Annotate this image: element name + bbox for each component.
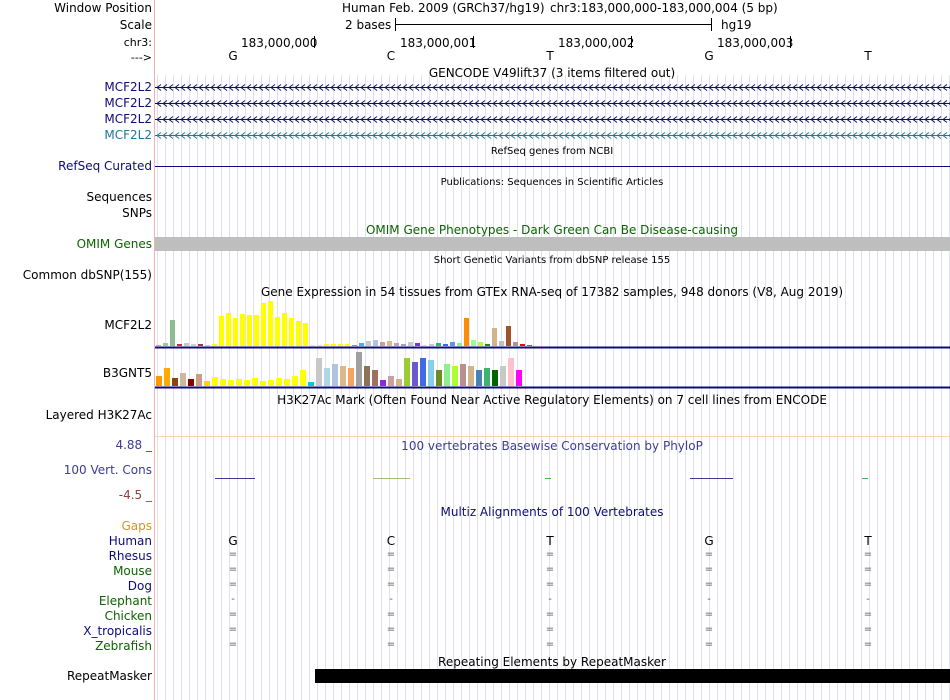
gtex-bar-b3gnt5: [388, 376, 394, 386]
alignment-base: =: [386, 549, 396, 560]
gtex-bar-mcf2l2: [415, 343, 420, 346]
repeatmasker-track-title[interactable]: Repeating Elements by RepeatMasker: [438, 655, 666, 669]
base-letter: G: [228, 49, 238, 63]
alignment-base: -: [548, 594, 552, 605]
gtex-bar-mcf2l2: [394, 343, 399, 346]
gtex-bar-b3gnt5: [204, 381, 210, 386]
alignment-base: =: [863, 564, 873, 575]
alignment-base: =: [386, 624, 396, 635]
alignment-base: =: [704, 579, 714, 590]
gtex-bar-mcf2l2: [443, 344, 448, 346]
gtex-bar-b3gnt5: [252, 378, 258, 386]
alignment-base: =: [863, 609, 873, 620]
multiz-track-title[interactable]: Multiz Alignments of 100 Vertebrates: [440, 505, 664, 519]
gtex-bar-b3gnt5: [284, 379, 290, 386]
gtex-bar-mcf2l2: [499, 341, 504, 346]
alignment-base: =: [228, 579, 238, 590]
alignment-base: =: [704, 624, 714, 635]
alignment-base: T: [864, 534, 872, 548]
gtex-bar-b3gnt5: [220, 379, 226, 386]
species-label: X_tropicalis: [83, 624, 152, 638]
species-label: Elephant: [98, 594, 152, 608]
gtex-bar-b3gnt5: [316, 358, 322, 386]
gtex-bar-mcf2l2: [310, 345, 315, 346]
gtex-bar-mcf2l2: [478, 342, 483, 346]
ruler-tick-label: 183,000,001: [400, 36, 477, 50]
gtex-bar-mcf2l2: [289, 318, 294, 346]
gtex-bar-mcf2l2: [233, 318, 238, 346]
species-label: Zebrafish: [95, 639, 152, 653]
gtex-bar-mcf2l2: [338, 344, 343, 346]
gtex-gene-label-b3gnt5[interactable]: B3GNT5: [102, 366, 152, 380]
alignment-base: =: [228, 609, 238, 620]
gtex-bar-b3gnt5: [364, 366, 370, 386]
alignment-base: =: [863, 549, 873, 560]
publications-snps-label[interactable]: SNPs: [122, 206, 152, 220]
gtex-bar-mcf2l2: [296, 321, 301, 346]
gtex-bar-mcf2l2: [317, 345, 322, 346]
gtex-bar-mcf2l2: [506, 326, 511, 346]
alignment-base: =: [386, 609, 396, 620]
gtex-bar-b3gnt5: [508, 358, 514, 386]
gtex-bar-b3gnt5: [500, 366, 506, 386]
alignment-base: =: [228, 624, 238, 635]
gtex-bar-b3gnt5: [404, 358, 410, 386]
alignment-base: =: [704, 564, 714, 575]
gtex-bar-b3gnt5: [308, 382, 314, 386]
alignment-base: =: [545, 639, 555, 650]
gtex-bar-mcf2l2: [408, 342, 413, 346]
base-letter: T: [864, 49, 872, 63]
gtex-bar-mcf2l2: [226, 313, 231, 346]
gtex-bar-mcf2l2: [282, 313, 287, 346]
browser-image-area[interactable]: [155, 0, 950, 700]
alignment-base: =: [386, 564, 396, 575]
alignment-base: =: [228, 639, 238, 650]
gtex-bar-mcf2l2: [163, 343, 168, 346]
gencode-gene-label[interactable]: MCF2L2: [104, 128, 152, 142]
alignment-base: =: [704, 609, 714, 620]
gtex-bar-mcf2l2: [464, 318, 469, 346]
gtex-bar-mcf2l2: [485, 344, 490, 346]
gtex-bar-b3gnt5: [268, 380, 274, 386]
gtex-bar-mcf2l2: [436, 343, 441, 346]
alignment-base: C: [386, 534, 396, 548]
gtex-bar-b3gnt5: [180, 373, 186, 386]
gtex-bar-mcf2l2: [303, 323, 308, 346]
scale-text: 2 bases: [345, 18, 392, 32]
alignment-base: G: [228, 534, 238, 548]
gtex-bar-mcf2l2: [527, 345, 532, 346]
gtex-bar-mcf2l2: [191, 344, 196, 346]
ruler-tick-label: 183,000,003: [717, 36, 794, 50]
position-text: chr3:183,000,000-183,000,004 (5 bp): [550, 1, 778, 15]
gtex-bar-mcf2l2: [387, 341, 392, 346]
gtex-bar-mcf2l2: [450, 342, 455, 346]
gtex-bar-mcf2l2: [324, 344, 329, 346]
alignment-base: =: [386, 639, 396, 650]
gtex-bar-b3gnt5: [420, 358, 426, 386]
gtex-bar-mcf2l2: [254, 315, 259, 346]
alignment-base: G: [704, 534, 714, 548]
gtex-bar-mcf2l2: [275, 317, 280, 346]
gtex-bar-mcf2l2: [198, 344, 203, 346]
gtex-bar-b3gnt5: [228, 380, 234, 386]
gtex-bar-mcf2l2: [177, 344, 182, 346]
gtex-gene-label-mcf2l2[interactable]: MCF2L2: [104, 318, 152, 332]
gtex-bar-b3gnt5: [332, 364, 338, 386]
conservation-max-label: 4.88 _: [115, 438, 152, 452]
ruler-tick-label: 183,000,002: [558, 36, 635, 50]
base-letter: C: [386, 49, 396, 63]
gtex-bar-mcf2l2: [520, 344, 525, 346]
alignment-base: =: [545, 549, 555, 560]
alignment-base: =: [545, 624, 555, 635]
gtex-bar-mcf2l2: [492, 328, 497, 346]
gtex-bar-mcf2l2: [219, 316, 224, 346]
conservation-track-title[interactable]: 100 vertebrates Basewise Conservation by PhyloP: [401, 439, 703, 453]
gtex-bar-b3gnt5: [348, 368, 354, 386]
gtex-bar-b3gnt5: [196, 374, 202, 386]
gencode-gene-label[interactable]: MCF2L2: [104, 80, 152, 94]
gtex-bar-mcf2l2: [366, 341, 371, 346]
species-label: Mouse: [113, 564, 152, 578]
gtex-bar-b3gnt5: [380, 380, 386, 386]
gtex-bar-mcf2l2: [401, 344, 406, 346]
gtex-bar-b3gnt5: [156, 376, 162, 386]
base-letter: T: [546, 49, 554, 63]
gtex-bar-mcf2l2: [156, 345, 161, 346]
window-position-label: Window Position: [54, 1, 152, 15]
repeatmasker-track-label[interactable]: RepeatMasker: [66, 669, 152, 683]
gtex-bar-b3gnt5: [428, 360, 434, 386]
alignment-base: -: [707, 594, 711, 605]
omim-track-title[interactable]: OMIM Gene Phenotypes - Dark Green Can Be Disease-causing: [365, 223, 739, 237]
gencode-track-title[interactable]: GENCODE V49lift37 (3 items filtered out): [428, 66, 676, 80]
alignment-base: =: [545, 564, 555, 575]
gtex-bar-b3gnt5: [444, 364, 450, 386]
gtex-bar-b3gnt5: [484, 368, 490, 386]
refseq-track-title[interactable]: RefSeq genes from NCBI: [490, 146, 614, 157]
gtex-bar-mcf2l2: [471, 340, 476, 346]
gtex-bar-b3gnt5: [356, 352, 362, 386]
gtex-bar-b3gnt5: [516, 370, 522, 386]
gencode-gene-label[interactable]: MCF2L2: [104, 96, 152, 110]
gtex-bar-mcf2l2: [212, 344, 217, 346]
gtex-bar-mcf2l2: [422, 345, 427, 346]
alignment-base: =: [863, 579, 873, 590]
alignment-base: =: [545, 579, 555, 590]
refseq-track-label[interactable]: RefSeq Curated: [58, 159, 152, 173]
species-label: Dog: [127, 579, 152, 593]
h3k27ac-track-title[interactable]: H3K27Ac Mark (Often Found Near Active Regulatory Elements) on 7 cell lines from ENCODE: [277, 393, 827, 407]
alignment-base: =: [228, 549, 238, 560]
gtex-bar-b3gnt5: [236, 379, 242, 386]
alignment-base: =: [863, 624, 873, 635]
species-label: Human: [108, 534, 152, 548]
ruler-tick-label: 183,000,000: [241, 36, 318, 50]
gtex-bar-b3gnt5: [372, 370, 378, 386]
alignment-base: -: [866, 594, 870, 605]
gtex-bar-mcf2l2: [247, 315, 252, 346]
gtex-bar-b3gnt5: [276, 378, 282, 386]
species-label: Chicken: [104, 609, 152, 623]
dbsnp-track-title[interactable]: Short Genetic Variants from dbSNP release 155: [433, 255, 671, 266]
alignment-base: =: [228, 564, 238, 575]
conservation-track-label[interactable]: 100 Vert. Cons: [63, 463, 152, 477]
gtex-bar-mcf2l2: [359, 343, 364, 346]
base-letter: G: [704, 49, 714, 63]
conservation-min-label: -4.5 _: [118, 488, 152, 502]
dbsnp-track-label[interactable]: Common dbSNP(155): [22, 268, 152, 282]
gtex-bar-mcf2l2: [240, 314, 245, 346]
alignment-base: -: [231, 594, 235, 605]
gtex-bar-mcf2l2: [352, 345, 357, 346]
gtex-bar-mcf2l2: [457, 343, 462, 346]
gtex-bar-b3gnt5: [188, 379, 194, 386]
alignment-base: =: [863, 639, 873, 650]
alignment-base: =: [704, 639, 714, 650]
alignment-base: =: [386, 579, 396, 590]
chrom-label: chr3:: [123, 36, 152, 49]
gtex-bar-b3gnt5: [164, 368, 170, 386]
h3k27ac-track-label[interactable]: Layered H3K27Ac: [45, 408, 152, 422]
gtex-bar-mcf2l2: [331, 344, 336, 346]
assembly-text: Human Feb. 2009 (GRCh37/hg19): [342, 1, 545, 15]
alignment-base: T: [546, 534, 554, 548]
gtex-bar-mcf2l2: [513, 342, 518, 346]
gtex-bar-b3gnt5: [244, 380, 250, 386]
gtex-bar-b3gnt5: [292, 376, 298, 386]
gtex-bar-b3gnt5: [468, 366, 474, 386]
scale-assembly-text: hg19: [721, 18, 752, 32]
gtex-bar-b3gnt5: [324, 368, 330, 386]
gtex-bar-mcf2l2: [170, 320, 175, 346]
alignment-base: =: [704, 549, 714, 560]
gencode-gene-label[interactable]: MCF2L2: [104, 112, 152, 126]
gtex-track-title[interactable]: Gene Expression in 54 tissues from GTEx RNA-seq of 17382 samples, 948 donors (V8, Aug 2019): [260, 285, 844, 299]
repeat-element-block: [315, 669, 950, 683]
gtex-bar-mcf2l2: [184, 343, 189, 346]
gtex-bar-b3gnt5: [436, 370, 442, 386]
gtex-bar-b3gnt5: [452, 366, 458, 386]
gtex-bar-mcf2l2: [373, 340, 378, 346]
alignment-base: =: [545, 609, 555, 620]
gtex-bar-b3gnt5: [492, 370, 498, 386]
publications-sequences-label[interactable]: Sequences: [86, 190, 152, 204]
omim-track-label[interactable]: OMIM Genes: [76, 237, 152, 251]
strand-label: --->: [130, 51, 152, 64]
gtex-bar-b3gnt5: [460, 364, 466, 386]
publications-track-title[interactable]: Publications: Sequences in Scientific Articles: [440, 177, 664, 188]
gtex-bar-mcf2l2: [380, 342, 385, 346]
scale-label: Scale: [119, 18, 152, 32]
gtex-bar-mcf2l2: [429, 344, 434, 346]
gtex-bar-b3gnt5: [260, 381, 266, 386]
gtex-bar-mcf2l2: [261, 303, 266, 346]
gtex-bar-b3gnt5: [476, 370, 482, 386]
alignment-base: -: [389, 594, 393, 605]
gtex-bar-b3gnt5: [412, 362, 418, 386]
gtex-bar-b3gnt5: [212, 377, 218, 386]
gtex-bar-mcf2l2: [205, 345, 210, 346]
gtex-bar-mcf2l2: [268, 301, 273, 346]
gtex-bar-b3gnt5: [340, 366, 346, 386]
omim-gene-bar: [155, 237, 950, 251]
multiz-gaps-label: Gaps: [121, 519, 152, 533]
species-label: Rhesus: [108, 549, 152, 563]
track-graphics: [155, 0, 950, 700]
gtex-bar-b3gnt5: [172, 378, 178, 386]
gtex-bar-b3gnt5: [300, 370, 306, 386]
gtex-bar-b3gnt5: [396, 379, 402, 386]
gtex-bar-mcf2l2: [345, 344, 350, 346]
